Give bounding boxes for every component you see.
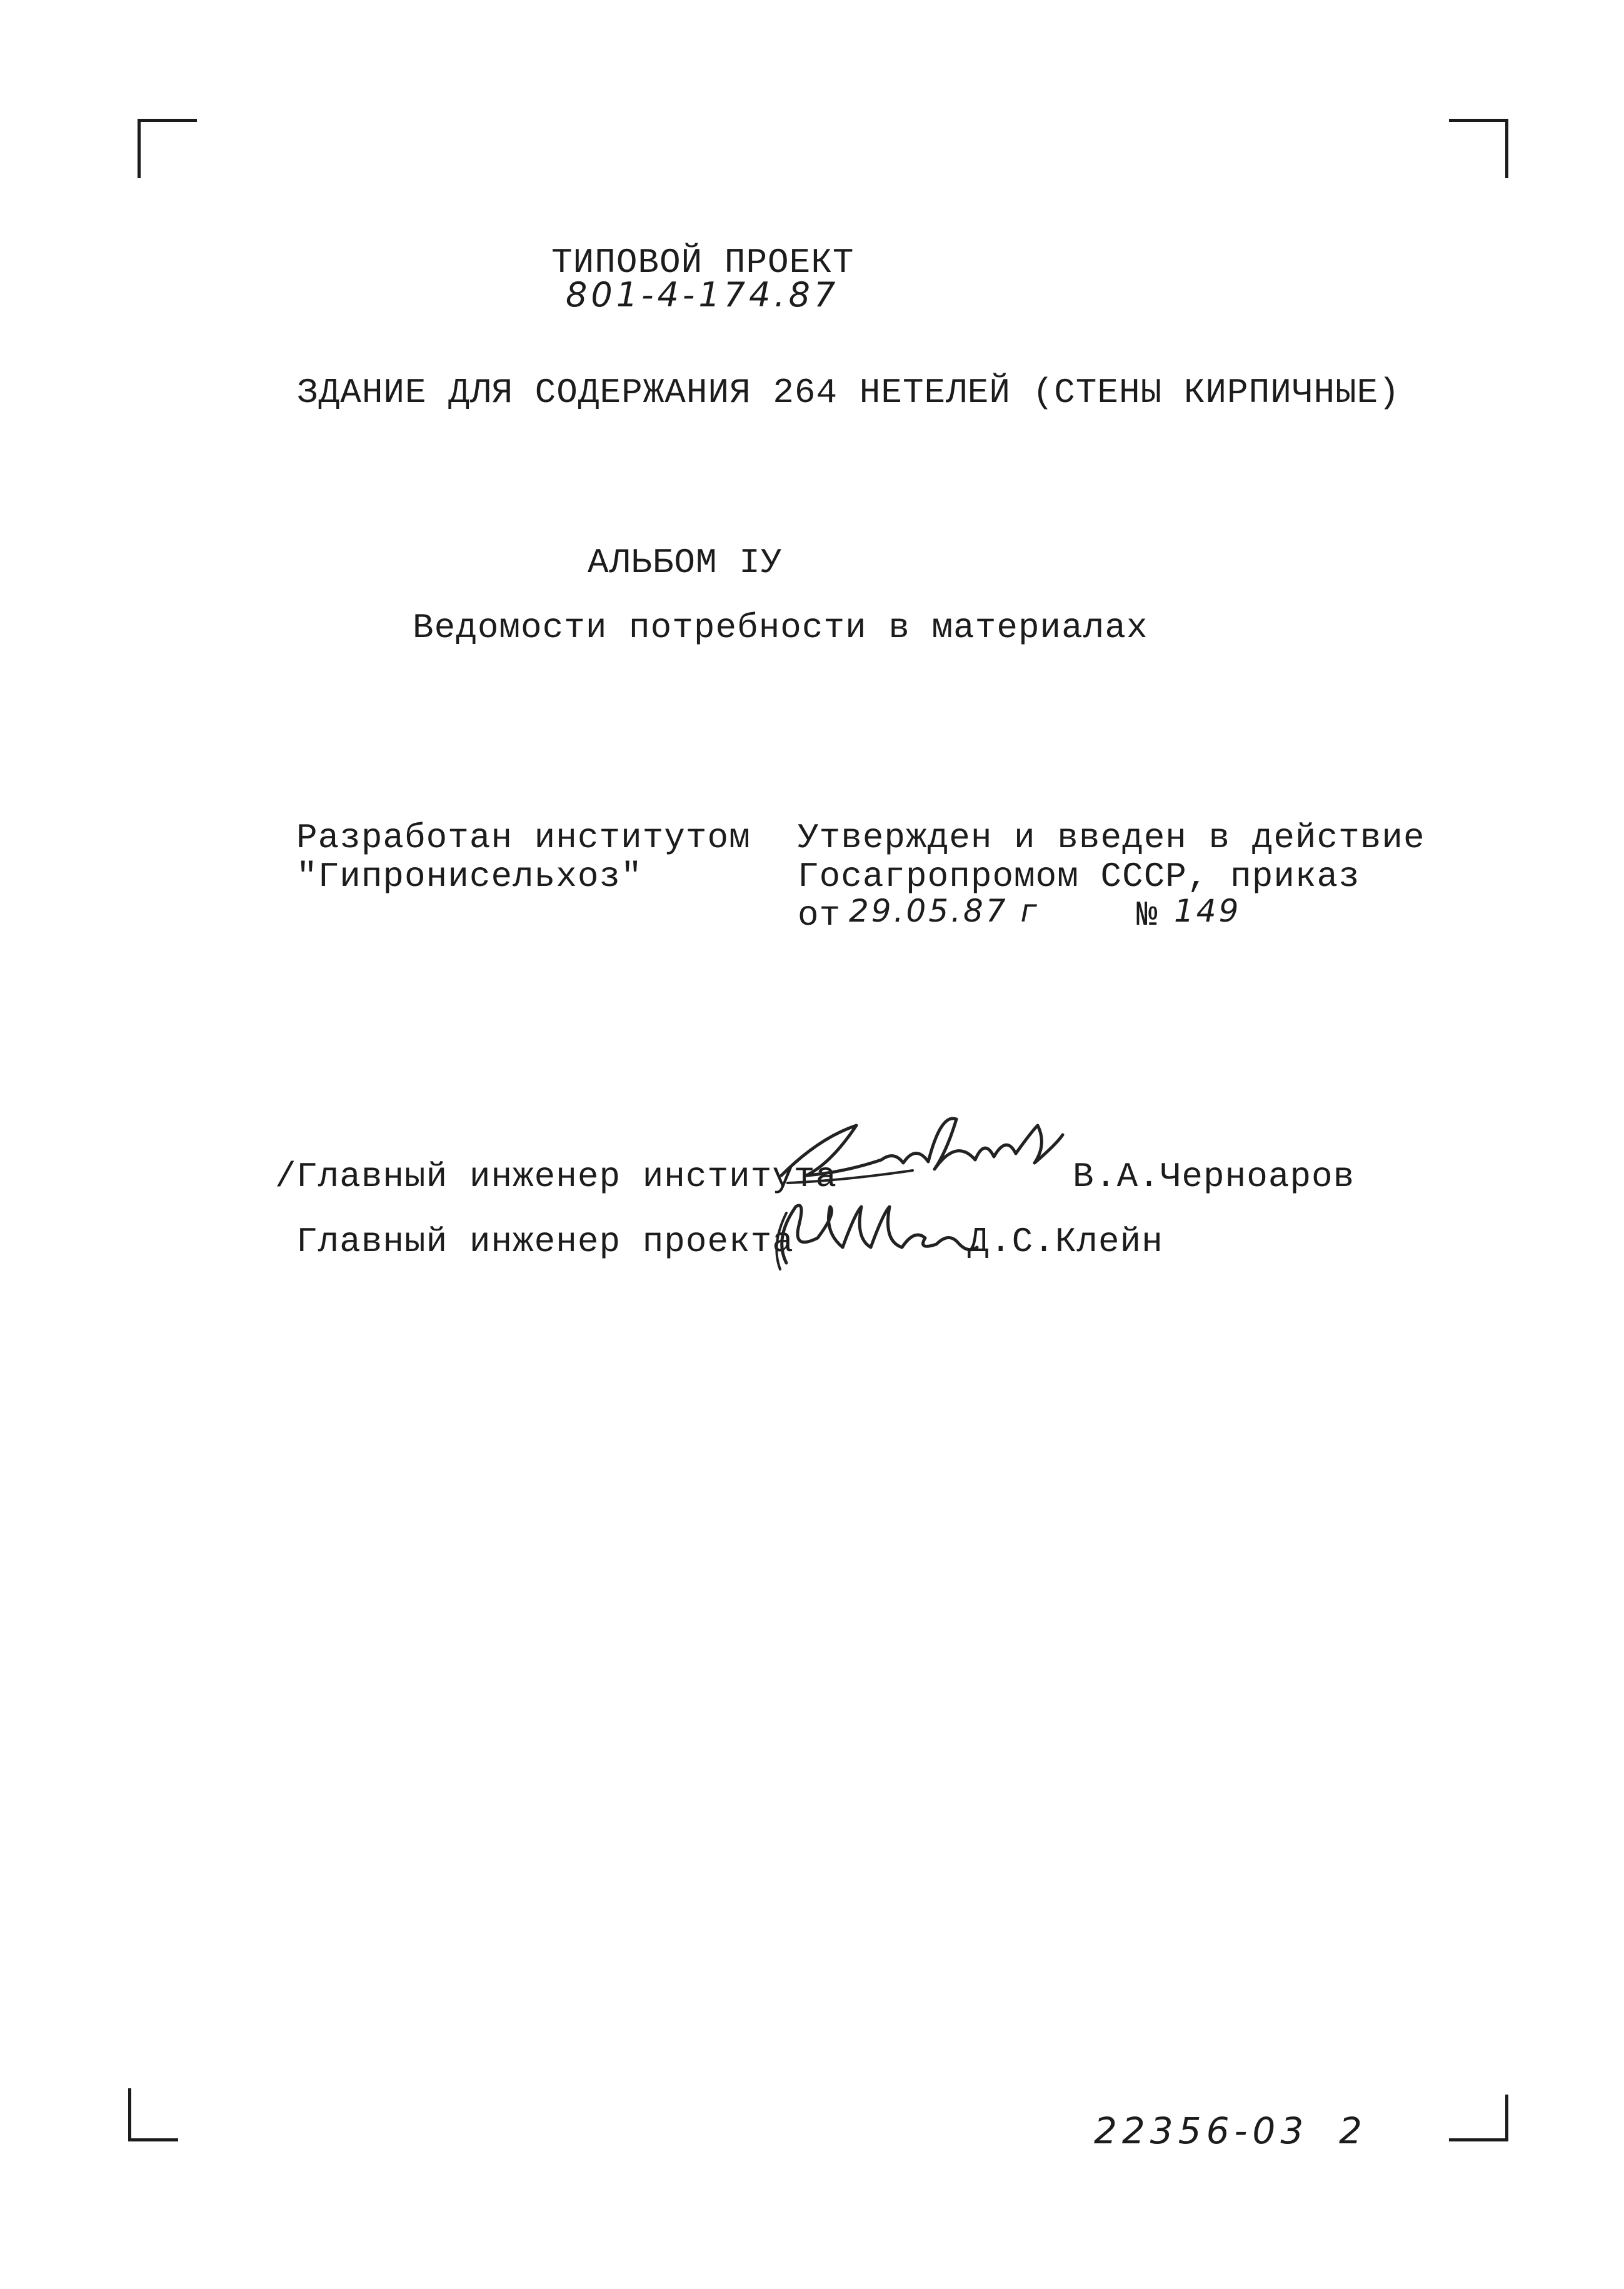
signatory-2-name: .С.Клейн [990, 1222, 1163, 1262]
developer-institute: "Гипронисельхоз" [296, 857, 643, 897]
signature-1 [769, 1100, 1069, 1194]
developer-line-1: Разработан институтом [296, 818, 751, 858]
project-type-label: ТИПОВОЙ ПРОЕКТ [551, 243, 855, 283]
approval-line-2: Госагропромом СССР, приказ [798, 857, 1360, 897]
signatory-1-mark: / [275, 1157, 297, 1197]
document-number: 22356-03 [1094, 2110, 1309, 2152]
signatory-1-initial: В [1073, 1157, 1095, 1197]
corner-mark-bottom-left [128, 2088, 178, 2141]
signatory-2-initial: Д [968, 1222, 990, 1262]
approval-date-prefix: от [798, 895, 841, 935]
page-number: 2 [1339, 2110, 1366, 2152]
album-subtitle: Ведомости потребности в материалах [413, 608, 1148, 648]
approval-order-prefix: № [1136, 895, 1158, 935]
signatory-1-name: .А.Черноаров [1095, 1157, 1355, 1197]
approval-date: 29.05.87 г [849, 893, 1040, 929]
project-number: 801-4-174.87 [566, 275, 840, 314]
signatory-2-role: Главный инженер проекта [296, 1222, 794, 1262]
corner-mark-top-left [138, 119, 197, 178]
approval-order-number: 149 [1174, 893, 1241, 929]
corner-mark-bottom-right [1449, 2095, 1508, 2141]
approval-line-1: Утвержден и введен в действие [798, 818, 1425, 858]
album-label: АЛЬБОМ IУ [588, 543, 783, 583]
signatory-1-role: Главный инженер института [296, 1157, 838, 1197]
signature-2 [761, 1188, 999, 1275]
document-title: ЗДАНИЕ ДЛЯ СОДЕРЖАНИЯ 264 НЕТЕЛЕЙ (СТЕНЫ КИРПИЧНЫЕ) [297, 373, 1400, 413]
corner-mark-top-right [1449, 119, 1508, 178]
